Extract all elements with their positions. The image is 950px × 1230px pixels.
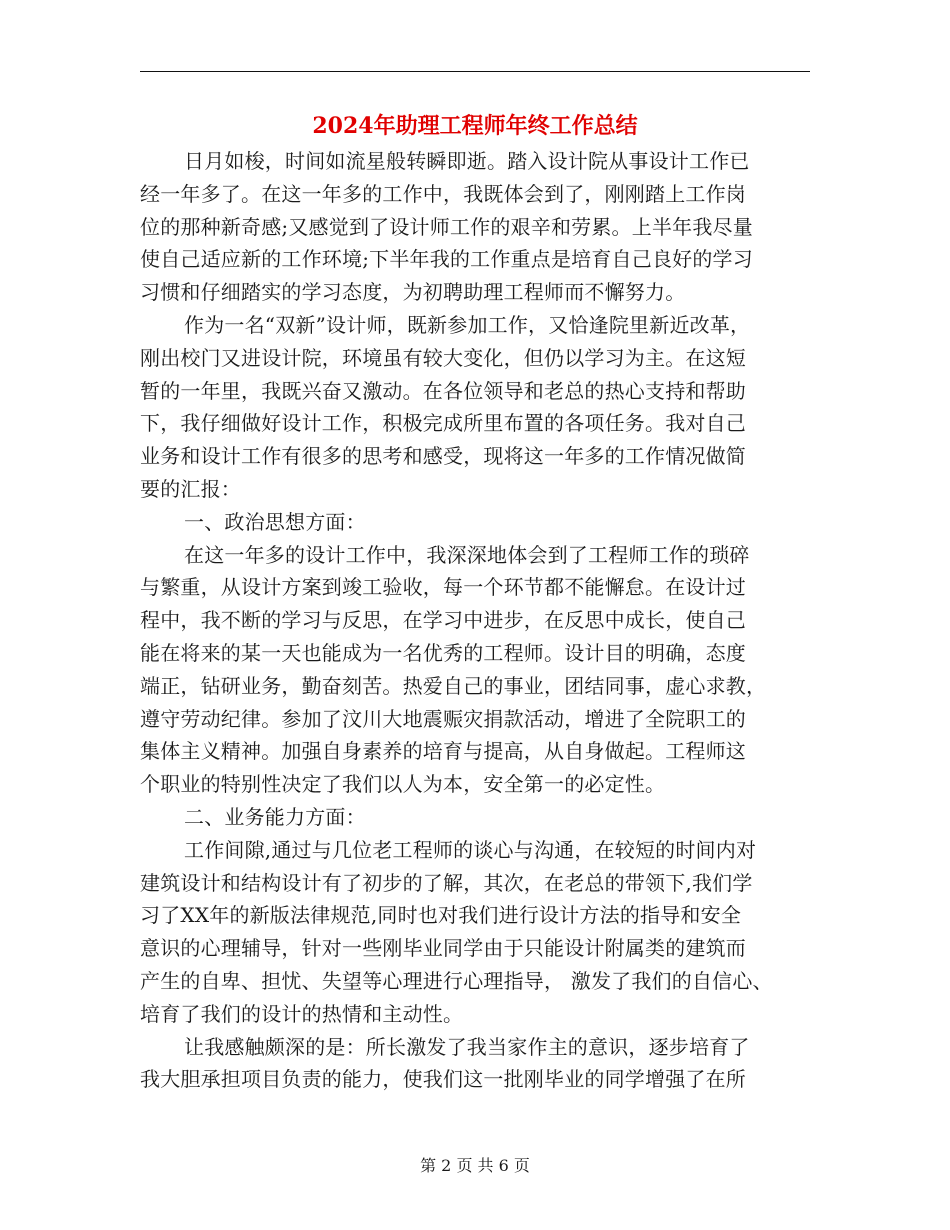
text-line: 在这一年多的设计工作中，我深深地体会到了工程师工作的琐碎 — [184, 542, 750, 567]
text-line: 工作间隙,通过与几位老工程师的谈心与沟通，在较短的时间内对 — [184, 837, 757, 862]
text-line: 日月如梭，时间如流星般转瞬即逝。踏入设计院从事设计工作已 — [184, 149, 750, 173]
text-line: 端正，钻研业务，勤奋刻苦。热爱自己的事业，团结同事，虚心求教， — [140, 673, 767, 698]
text-line: 经一年多了。在这一年多的工作中，我既体会到了，刚刚踏上工作岗 — [140, 181, 746, 206]
text-line: 作为一名“双新”设计师，既新参加工作，又恰逢院里新近改革， — [184, 312, 751, 337]
text-line: 下，我仔细做好设计工作，积极完成所里布置的各项任务。我对自己 — [140, 411, 746, 436]
text-line: 意识的心理辅导，针对一些刚毕业同学由于只能设计附属类的建筑而 — [140, 936, 746, 961]
text-line: 个职业的特别性决定了我们以人为本，安全第一的必定性。 — [140, 772, 666, 797]
text-line: 业务和设计工作有很多的思考和感受，现将这一年多的工作情况做简 — [140, 444, 746, 469]
text-line: 与繁重，从设计方案到竣工验收，每一个环节都不能懈怠。在设计过 — [140, 575, 746, 600]
text-line: 程中，我不断的学习与反思，在学习中进步，在反思中成长，使自己 — [140, 608, 746, 633]
text-line: 产生的自卑、担忧、失望等心理进行心理指导， 激发了我们的自信心、 — [140, 968, 773, 993]
text-line: 培育了我们的设计的热情和主动性。 — [140, 1001, 464, 1026]
text-line: 能在将来的某一天也能成为一名优秀的工程师。设计目的明确，态度 — [140, 640, 746, 665]
text-line: 习惯和仔细踏实的学习态度，为初聘助理工程师而不懈努力。 — [140, 280, 686, 305]
page-footer: 第 2 页 共 6 页 — [420, 1156, 530, 1175]
document-title: 2024年助理工程师年终工作总结 — [312, 113, 638, 139]
text-line: 让我感触颇深的是：所长激发了我当家作主的意识，逐步培育了 — [184, 1034, 750, 1059]
document-body — [140, 145, 820, 1096]
text-line: 二、业务能力方面： — [184, 804, 366, 829]
text-line: 集体主义精神。加强自身素养的培育与提高，从自身做起。工程师这 — [140, 739, 746, 764]
text-line: 刚出校门又进设计院，环境虽有较大变化，但仍以学习为主。在这短 — [140, 345, 746, 370]
text-line: 暂的一年里，我既兴奋又激动。在各位领导和老总的热心支持和帮助 — [140, 378, 746, 403]
text-line: 位的那种新奇感;又感觉到了设计师工作的艰辛和劳累。上半年我尽量 — [140, 214, 753, 239]
text-line: 我大胆承担项目负责的能力，使我们这一批刚毕业的同学增强了在所 — [140, 1067, 746, 1092]
text-line: 使自己适应新的工作环境;下半年我的工作重点是培育自己良好的学习 — [140, 247, 753, 272]
text-line: 遵守劳动纪律。参加了汶川大地震赈灾捐款活动，增进了全院职工的 — [140, 706, 746, 731]
text-line: 要的汇报： — [140, 476, 241, 501]
header-rule — [140, 71, 810, 72]
text-line: 建筑设计和结构设计有了初步的了解，其次，在老总的带领下,我们学 — [140, 870, 753, 895]
text-line: 习了XX年的新版法律规范,同时也对我们进行设计方法的指导和安全 — [140, 903, 742, 928]
text-line: 一、政治思想方面： — [184, 509, 366, 534]
